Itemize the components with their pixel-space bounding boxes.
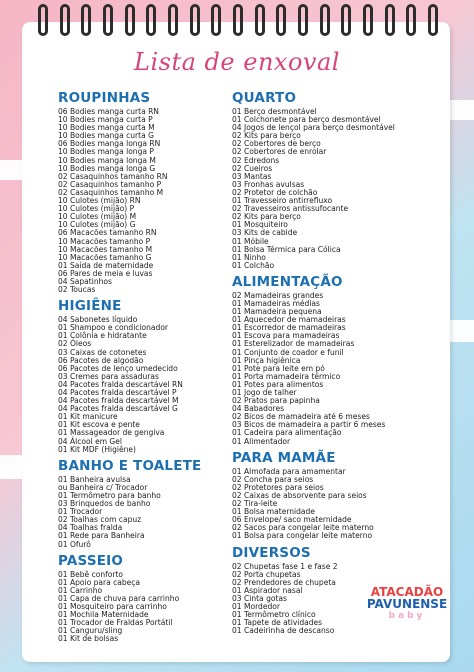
spiral-ring: [38, 4, 48, 36]
list-item: 04 Pacotes fralda descartável RN: [58, 378, 183, 389]
list-item: 01 Escorredor de mamadeiras: [232, 322, 346, 333]
list-item: 06 Pacotes de lenço umedecido: [58, 362, 178, 373]
spiral-ring: [81, 4, 91, 36]
list-item: 02 Toalhas com capuz: [58, 514, 142, 525]
list-item: 10 Bodies manga curta M: [58, 122, 155, 133]
spiral-ring: [298, 4, 308, 36]
spiral-ring: [211, 4, 221, 36]
list-item: 06 Bodies manga longa RN: [58, 138, 161, 149]
spiral-ring: [255, 4, 265, 36]
brand-logo: [362, 586, 452, 630]
list-item: 03 Bicos de mamadeira a partir 6 meses: [232, 419, 386, 430]
list-item: 01 Kit MDF (Higiêne): [58, 443, 136, 454]
list-item: 04 Babadores: [232, 403, 285, 414]
list-item: 10 Macacões tamanho M: [58, 243, 153, 254]
section-heading: ALIMENTAÇÃO: [232, 273, 343, 290]
list-item: 01 Aspirador nasal: [232, 584, 303, 595]
section-alimenta-o: [232, 274, 432, 445]
list-item: 01 Travesseiro antirrefluxo: [232, 195, 333, 206]
list-item: 02 Tira-leite: [232, 498, 278, 509]
list-item: 02 Kits para berço: [232, 130, 301, 141]
section-banho-e-toalete: [58, 458, 228, 548]
section-heading: DIVERSOS: [232, 544, 311, 561]
list-item: 01 Carrinho: [58, 584, 103, 595]
list-item: 04 Álcool em Gel: [58, 435, 123, 446]
list-item: 01 Saída de maternidade: [58, 259, 154, 270]
list-item: 01 Rede para Banheira: [58, 530, 145, 541]
list-item: 01 Banheira avulsa: [58, 473, 131, 484]
logo-line-1: ATACADÃO: [370, 585, 444, 599]
spiral-binding: [38, 4, 438, 40]
list-item: 02 Concha para seios: [232, 473, 314, 484]
list-item: 02 Porta chupetas: [232, 568, 301, 579]
list-item: 01 Ninho: [232, 251, 266, 262]
list-item: 01 Bolsa maternidade: [232, 506, 315, 517]
list-item: 01 Conjunto de coador e funil: [232, 346, 344, 357]
logo-line-2: PAVUNENSE: [366, 597, 448, 611]
spiral-ring: [60, 4, 70, 36]
list-item: 02 Cobertores de berço: [232, 138, 321, 149]
list-item: 02 Toucas: [58, 284, 96, 295]
list-item: 10 Culotes (mijão) P: [58, 203, 135, 214]
section-heading: HIGIÊNE: [58, 298, 122, 315]
list-item: 02 Protetores para seios: [232, 481, 324, 492]
list-item: 01 Berço desmontável: [232, 106, 317, 116]
list-item: 02 Bicos de mamadeira até 6 meses: [232, 411, 370, 422]
list-item: 03 Cinta gotas: [232, 592, 287, 603]
list-item: 10 Bodies manga curta G: [58, 130, 154, 141]
list-item: 10 Bodies manga longa M: [58, 154, 156, 165]
list-item: 02 Protetor de colchão: [232, 186, 318, 197]
spiral-ring: [428, 4, 438, 36]
spiral-ring: [190, 4, 200, 36]
spiral-ring: [385, 4, 395, 36]
list-item: 01 Mamadeiras médias: [232, 297, 320, 308]
list-item: 01 Ofurô: [58, 538, 91, 549]
list-item: 10 Culotes (mijão) RN: [58, 195, 141, 206]
list-item: 04 Jogos de lençol para berço desmontável: [232, 122, 395, 133]
list-item: 01 Almofada para amamentar: [232, 465, 346, 476]
item-list: [58, 475, 228, 548]
section-higi-ne: [58, 298, 228, 453]
item-list: [58, 315, 228, 453]
item-list: [232, 467, 432, 540]
list-item: 01 Kit manicure: [58, 411, 118, 422]
list-item: 01 Cadeirinha de descanso: [232, 625, 335, 636]
list-item: 10 Culotes (mijão) M: [58, 211, 137, 222]
section-heading: PASSEIO: [58, 552, 124, 569]
list-item: 02 Mamadeiras grandes: [232, 289, 324, 300]
list-item: 01 Pinça higiênica: [232, 354, 301, 365]
list-item: 01 Shampoo e condicionador: [58, 322, 169, 333]
spiral-ring: [168, 4, 178, 36]
list-item: 06 Macacões tamanho RN: [58, 227, 157, 238]
list-item: 10 Macacões tamanho G: [58, 251, 152, 262]
list-item: 01 Mordedor: [232, 600, 280, 611]
list-item: 02 Prendedores de chupeta: [232, 576, 336, 587]
list-item: 01 Mosquiteiro: [232, 219, 288, 230]
list-item: 04 Pacotes fralda descartável P: [58, 387, 177, 397]
spiral-ring: [363, 4, 373, 36]
spiral-ring: [125, 4, 135, 36]
list-item: 01 Pote para leite em pó: [232, 362, 325, 373]
list-item: 01 Colchão: [232, 259, 275, 270]
list-item: 01 Porta mamadeira térmico: [232, 370, 341, 381]
list-item: 03 Caixas de cotonetes: [58, 346, 147, 357]
list-item: 03 Cremes para assaduras: [58, 370, 159, 381]
section-heading: ROUPINHAS: [58, 90, 151, 106]
spiral-ring: [341, 4, 351, 36]
section-heading: QUARTO: [232, 90, 297, 106]
list-item: 06 Pacotes de algodão: [58, 354, 144, 365]
list-item: 02 Travesseiros antissufocante: [232, 203, 349, 214]
section-heading: BANHO E TOALETE: [58, 457, 202, 474]
list-item: 04 Pacotes fralda descartável M: [58, 395, 179, 406]
list-item: 01 Termômetro clínico: [232, 609, 316, 620]
list-item: 01 Bolsa Térmica para Cólica: [232, 243, 341, 254]
section-roupinhas: [58, 90, 228, 293]
list-item: 01 Apoio para cabeça: [58, 576, 141, 587]
list-item: 01 Escova para mamadeiras: [232, 330, 340, 341]
list-item: 04 Pacotes fralda descartável G: [58, 403, 178, 414]
list-item: 03 Brinquedos de banho: [58, 498, 151, 509]
list-item: 10 Bodies manga curta P: [58, 114, 153, 125]
list-item: ou Banheira c/ Trocador: [58, 481, 148, 492]
list-item: 01 Kit escova e pente: [58, 419, 140, 430]
section-heading: PARA MAMÃE: [232, 449, 336, 466]
list-item: 02 Kits para berço: [232, 211, 301, 222]
list-item: 01 Alimentador: [232, 435, 291, 446]
spiral-ring: [233, 4, 243, 36]
list-item: 06 Pares de meia e luvas: [58, 267, 153, 278]
list-item: 01 Kit de bolsas: [58, 633, 119, 644]
list-item: 04 Toalhas fralda: [58, 522, 123, 533]
list-item: 01 Esterelizador de mamadeiras: [232, 338, 355, 349]
list-item: 01 Jogo de talher: [232, 387, 297, 397]
list-item: 02 Caixas de absorvente para seios: [232, 489, 367, 500]
list-item: 03 Mantas: [232, 170, 272, 181]
list-item: 01 Massageador de gengiva: [58, 427, 165, 438]
list-item: 01 Mosquiteiro para carrinho: [58, 600, 167, 611]
item-list: [58, 570, 228, 643]
section-quarto: [232, 90, 432, 269]
right-column: [232, 90, 432, 639]
item-list: [232, 107, 432, 269]
list-item: 01 Capa de chuva para carrinho: [58, 592, 180, 603]
list-item: 03 Fronhas avulsas: [232, 178, 305, 189]
list-item: 10 Bodies manga longa G: [58, 162, 156, 173]
list-item: 01 Colchonete para berço desmontável: [232, 114, 381, 125]
list-item: 01 Cadeira para alimentação: [232, 427, 342, 438]
list-item: 01 Termômetro para banho: [58, 489, 161, 500]
spiral-ring: [320, 4, 330, 36]
section-para-mam-e: [232, 450, 432, 540]
left-column: [58, 90, 228, 647]
spiral-ring: [406, 4, 416, 36]
list-item: 01 Potes para alimentos: [232, 378, 324, 389]
list-item: 06 Bodies manga curta RN: [58, 106, 159, 116]
item-list: [232, 291, 432, 445]
spiral-ring: [103, 4, 113, 36]
list-item: 10 Macacões tamanho P: [58, 235, 151, 246]
item-list: [58, 107, 228, 293]
section-passeio: [58, 553, 228, 643]
list-item: 02 Casaquinhos tamanho P: [58, 178, 162, 189]
list-item: 01 Tapete de atividades: [232, 617, 323, 628]
list-item: 02 Chupetas fase 1 e fase 2: [232, 560, 338, 571]
list-item: 02 Cueiros: [232, 162, 273, 173]
logo-line-3: baby: [388, 611, 426, 621]
list-item: 01 Trocador: [58, 506, 103, 517]
list-item: 01 Mamadeira pequena: [232, 306, 322, 317]
list-item: 01 Trocador de Fraldas Portátil: [58, 617, 173, 628]
list-item: 01 Canguru/sling: [58, 625, 123, 636]
list-item: 01 Colônia e hidratante: [58, 330, 147, 341]
list-item: 04 Sabonetes líquido: [58, 314, 138, 325]
list-item: 10 Culotes (mijão) G: [58, 219, 136, 230]
list-item: 01 Móbile: [232, 235, 269, 246]
list-item: 02 Casaquinhos tamanho RN: [58, 170, 168, 181]
list-item: 06 Envelope/ saco maternidade: [232, 514, 352, 525]
spiral-ring: [146, 4, 156, 36]
list-item: 01 Bolsa para congelar leite materno: [232, 530, 373, 541]
list-item: 04 Sapatinhos: [58, 275, 112, 286]
list-item: 03 Kits de cabide: [232, 227, 298, 238]
list-item: 01 Bebê conforto: [58, 568, 124, 579]
list-item: 01 Aquecedor de mamadeiras: [232, 314, 346, 325]
page-title: Lista de enxoval: [134, 48, 340, 76]
spiral-ring: [276, 4, 286, 36]
list-item: 02 Cobertores de enrolar: [232, 146, 327, 157]
list-item: 02 Edredons: [232, 154, 280, 165]
list-item: 02 Sacos para congelar leite materno: [232, 522, 374, 533]
list-item: 10 Bodies manga longa P: [58, 146, 154, 157]
list-item: 01 Mochila Maternidade: [58, 609, 149, 620]
list-item: 02 Óleos: [58, 338, 92, 349]
list-item: 02 Casaquinhos tamanho M: [58, 186, 164, 197]
list-item: 02 Pratos para papinha: [232, 395, 320, 406]
